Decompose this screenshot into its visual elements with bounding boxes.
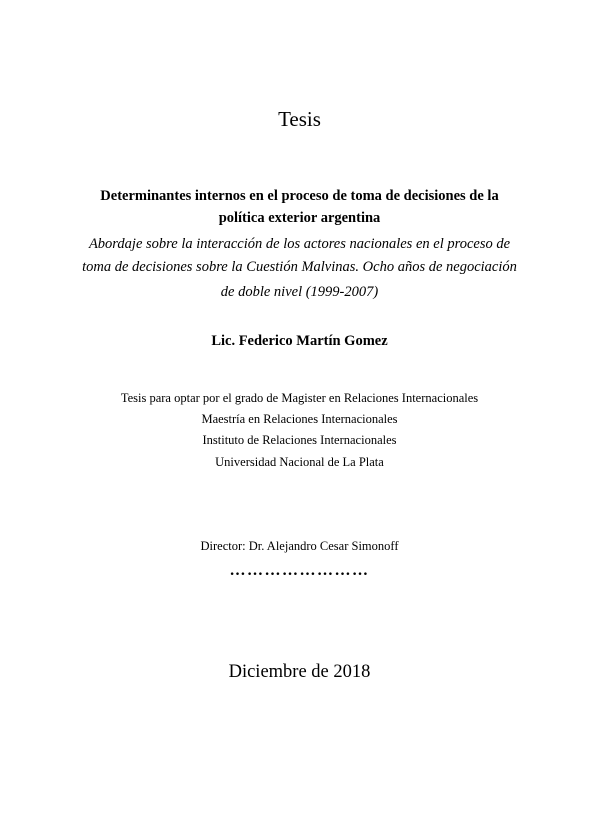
document-label: Tesis <box>278 107 321 131</box>
thesis-title-line-1: Determinantes internos en el proceso de toma de decisiones de la <box>100 188 499 204</box>
thesis-subtitle-line-2: toma de decisiones sobre la Cuestión Malvinas. Ocho años de negociación <box>82 259 517 275</box>
thesis-title-line-2: política exterior argentina <box>218 210 381 226</box>
director-name: Director: Dr. Alejandro Cesar Simonoff <box>200 539 399 553</box>
author-name: Lic. Federico Martín Gomez <box>211 333 388 349</box>
thesis-subtitle-line-3: de doble nivel (1999-2007) <box>220 284 379 300</box>
submission-date: Diciembre de 2018 <box>228 662 371 682</box>
program-name: Maestría en Relaciones Internacionales <box>201 412 398 426</box>
signature-dotted-line: …………………… <box>229 562 370 579</box>
institute-name: Instituto de Relaciones Internacionales <box>202 433 397 447</box>
degree-statement: Tesis para optar por el grado de Magister en Relaciones Internacionales <box>120 391 479 405</box>
university-name: Universidad Nacional de La Plata <box>215 455 384 469</box>
thesis-subtitle-line-1: Abordaje sobre la interacción de los actores nacionales en el proceso de <box>88 236 511 252</box>
